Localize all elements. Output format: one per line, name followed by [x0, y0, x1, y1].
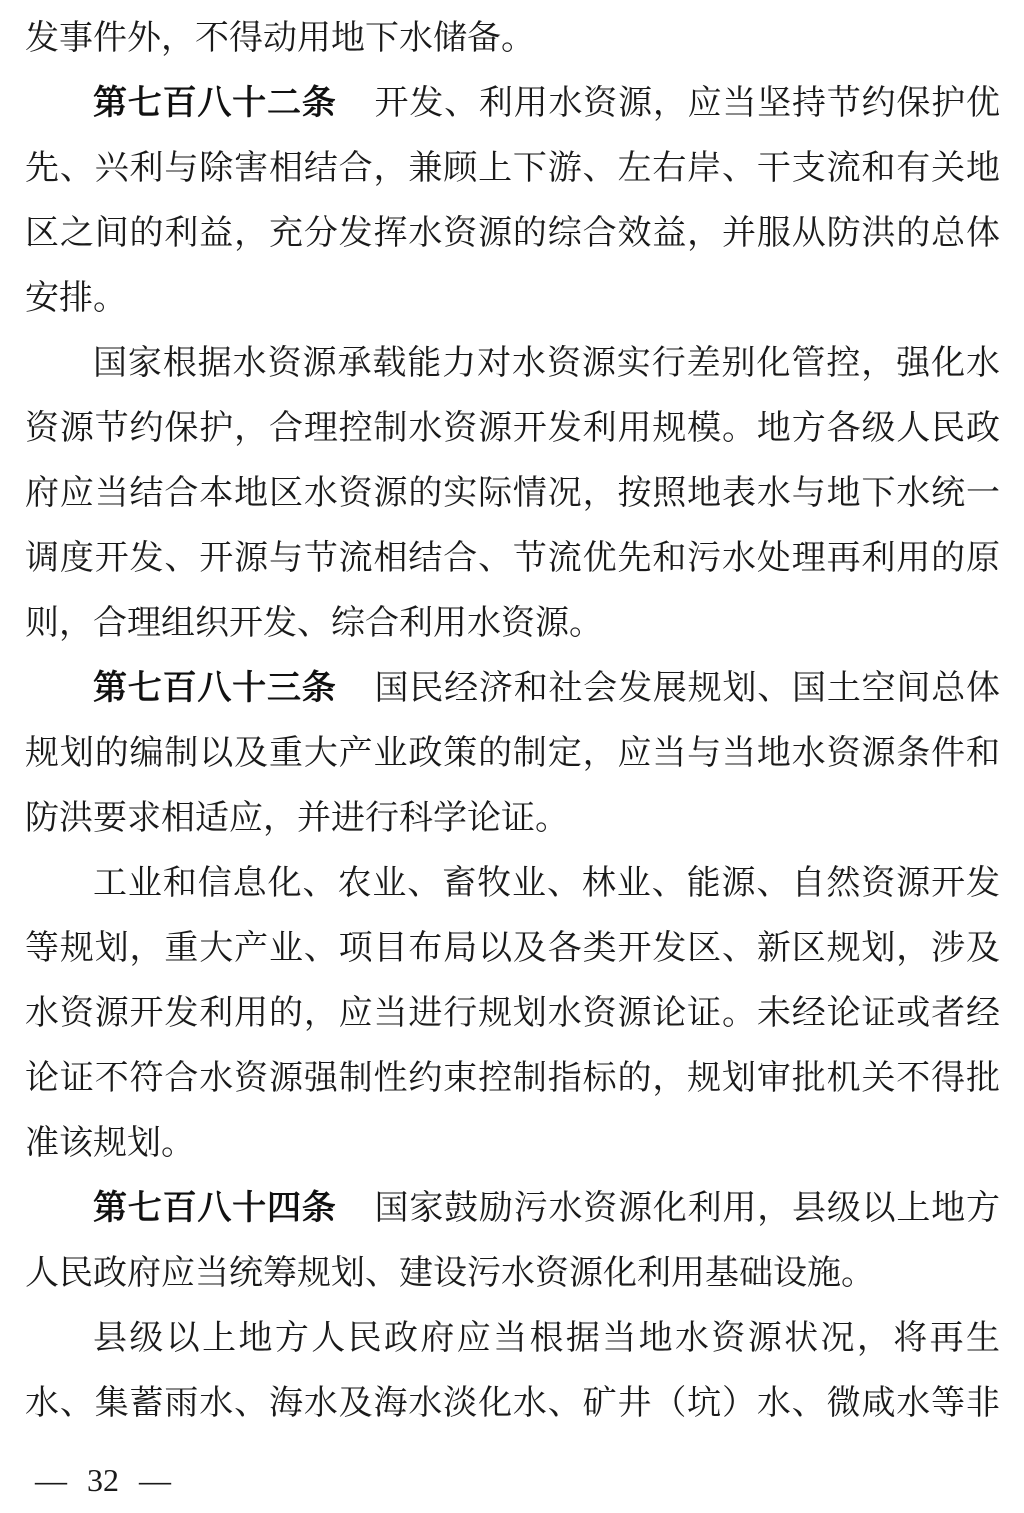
line-text: 防洪要求相适应，并进行科学论证。: [25, 800, 569, 837]
text-line: [25, 136, 1000, 201]
line-text: 开发、利用水资源，应当坚持节约保护优: [374, 85, 1000, 122]
article-number: 第七百八十二条: [93, 85, 337, 122]
text-line: [25, 851, 1000, 916]
line-text: 论证不符合水资源强制性约束控制指标的，规划审批机关不得批: [25, 1060, 1000, 1097]
text-line: [25, 1176, 1000, 1241]
text-line: [25, 721, 1000, 786]
line-text: 等规划，重大产业、项目布局以及各类开发区、新区规划，涉及: [25, 930, 1000, 967]
text-line: [25, 1306, 1000, 1371]
text-line: [25, 591, 1000, 656]
text-line: [25, 1111, 1000, 1176]
text-line: [25, 526, 1000, 591]
body-paragraph-unconventional-water: [25, 1306, 1000, 1436]
line-text: 水、集蓄雨水、海水及海水淡化水、矿井（坑）水、微咸水等非: [25, 1385, 1000, 1422]
line-text: 人民政府应当统筹规划、建设污水资源化利用基础设施。: [25, 1255, 875, 1292]
line-text: 资源节约保护，合理控制水资源开发利用规模。地方各级人民政: [25, 410, 1000, 447]
page-footer: [0, 1462, 1024, 1498]
line-text: 国家鼓励污水资源化利用，县级以上地方: [374, 1190, 1000, 1227]
continuation-paragraph: [25, 6, 1000, 71]
text-line: [25, 71, 1000, 136]
text-line: [25, 331, 1000, 396]
line-text: 工业和信息化、农业、畜牧业、林业、能源、自然资源开发: [93, 865, 1000, 902]
line-text: 则，合理组织开发、综合利用水资源。: [25, 605, 603, 642]
line-text: 府应当结合本地区水资源的实际情况，按照地表水与地下水统一: [25, 475, 1000, 512]
text-line: [25, 461, 1000, 526]
article-paragraph-782: [25, 71, 1000, 331]
line-text: 先、兴利与除害相结合，兼顾上下游、左右岸、干支流和有关地: [25, 150, 1000, 187]
body-paragraph-national-control: [25, 331, 1000, 656]
text-line: [25, 201, 1000, 266]
line-text: 调度开发、开源与节流相结合、节流优先和污水处理再利用的原: [25, 540, 1000, 577]
article-paragraph-784: [25, 1176, 1000, 1306]
text-line: [25, 396, 1000, 461]
page-number: 32: [87, 1462, 119, 1498]
line-text: 准该规划。: [25, 1125, 195, 1162]
line-text: 区之间的利益，充分发挥水资源的综合效益，并服从防洪的总体: [25, 215, 1000, 252]
line-text: 安排。: [25, 280, 127, 317]
article-paragraph-783: [25, 656, 1000, 851]
text-line: [25, 1046, 1000, 1111]
line-text: 国民经济和社会发展规划、国土空间总体: [374, 670, 1000, 707]
article-number: 第七百八十三条: [93, 670, 337, 707]
text-line: [25, 266, 1000, 331]
text-line: [25, 656, 1000, 721]
line-text: 水资源开发利用的，应当进行规划水资源论证。未经论证或者经: [25, 995, 1000, 1032]
text-line: [25, 981, 1000, 1046]
text-line: [25, 6, 1000, 71]
article-number: 第七百八十四条: [93, 1190, 337, 1227]
line-text: 发事件外，不得动用地下水储备。: [25, 20, 535, 57]
line-text: 县级以上地方人民政府应当根据当地水资源状况，将再生: [93, 1320, 1000, 1357]
text-line: [25, 1371, 1000, 1436]
text-line: [25, 786, 1000, 851]
line-text: 国家根据水资源承载能力对水资源实行差别化管控，强化水: [93, 345, 1000, 382]
line-text: 规划的编制以及重大产业政策的制定，应当与当地水资源条件和: [25, 735, 1000, 772]
text-line: [25, 1241, 1000, 1306]
footer-dash-left: —: [35, 1462, 67, 1498]
text-line: [25, 916, 1000, 981]
body-paragraph-planning-verification: [25, 851, 1000, 1176]
footer-dash-right: —: [139, 1462, 171, 1498]
